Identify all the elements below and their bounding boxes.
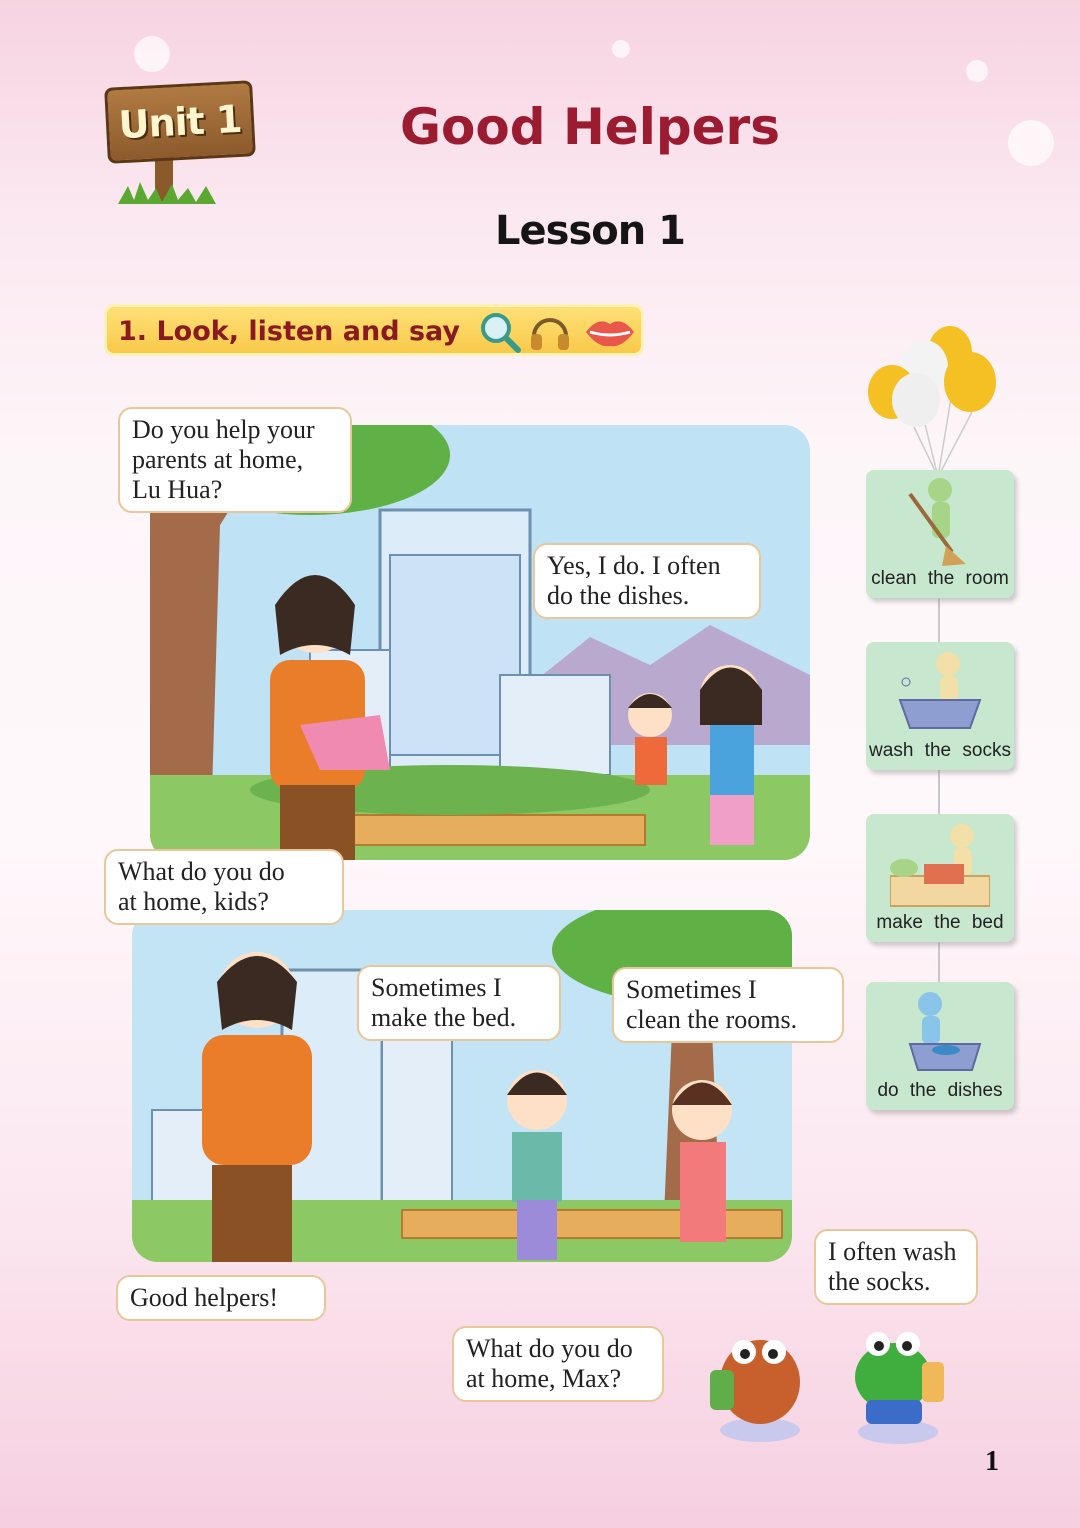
- speech-line: Sometimes I: [371, 973, 502, 1002]
- vocab-card-make-the-bed: [866, 814, 1014, 942]
- magnifier-icon: [478, 310, 522, 354]
- page-number: 1: [985, 1446, 999, 1477]
- vocab-label: clean the room: [871, 568, 1009, 589]
- lips-icon: [582, 310, 638, 354]
- dishes-icon: [890, 986, 990, 1078]
- speech-bubble-good-helpers: [116, 1275, 326, 1321]
- speech-bubble-boy: [357, 965, 561, 1041]
- speech-bubble-teacher-question: [118, 407, 352, 513]
- card-string: [938, 770, 940, 814]
- speech-bubble-girl-answer: [533, 543, 761, 619]
- speech-line: at home, Max?: [466, 1364, 622, 1393]
- speech-bubble-teacher-kids: [104, 849, 344, 925]
- vocab-label: make the bed: [876, 912, 1004, 933]
- vocab-label: do the dishes: [877, 1080, 1003, 1101]
- speech-line: at home, kids?: [118, 887, 269, 916]
- background-bubble: [966, 60, 988, 82]
- scene-illustration-talking: [132, 910, 792, 1262]
- card-string: [938, 598, 940, 642]
- speech-line: clean the rooms.: [626, 1005, 798, 1034]
- vocab-card-do-the-dishes: [866, 982, 1014, 1110]
- lesson-title: Lesson 1: [495, 208, 685, 254]
- speech-line: Sometimes I: [626, 975, 757, 1004]
- speech-bubble-frog-reply: [814, 1229, 978, 1305]
- instruction-label: 1. Look, listen and say: [118, 316, 461, 347]
- speech-line: the socks.: [828, 1267, 931, 1296]
- balloons-icon: [862, 322, 1002, 482]
- frog-character-icon: [838, 1322, 958, 1446]
- page-title: Good Helpers: [400, 98, 780, 156]
- speech-line: Yes, I do. I often: [547, 551, 721, 580]
- grass-icon: [118, 178, 216, 204]
- speech-bubble-max-question: [452, 1326, 664, 1402]
- washing-icon: [890, 646, 990, 738]
- speech-line: I often wash: [828, 1237, 957, 1266]
- speech-line: What do you do: [466, 1334, 633, 1363]
- unit-board: [104, 80, 256, 164]
- speech-line: What do you do: [118, 857, 285, 886]
- speech-bubble-girl-rooms: [612, 967, 844, 1043]
- speech-line: do the dishes.: [547, 581, 690, 610]
- vocab-card-wash-the-socks: [866, 642, 1014, 770]
- unit-label: Unit 1: [117, 96, 243, 148]
- headphones-icon: [528, 310, 572, 354]
- speech-line: make the bed.: [371, 1003, 517, 1032]
- bed-icon: [890, 818, 990, 910]
- vocab-card-clean-the-room: [866, 470, 1014, 598]
- instruction-bar: [104, 304, 644, 356]
- speech-line: Lu Hua?: [132, 475, 223, 504]
- vocab-label: wash the socks: [869, 740, 1011, 761]
- speech-line: Good helpers!: [130, 1283, 279, 1312]
- background-bubble: [1008, 120, 1054, 166]
- background-bubble: [612, 40, 630, 58]
- toad-character-icon: [700, 1322, 820, 1446]
- background-bubble: [134, 36, 170, 72]
- sweeping-icon: [890, 474, 990, 566]
- card-string: [938, 942, 940, 982]
- speech-line: Do you help your: [132, 415, 315, 444]
- speech-line: parents at home,: [132, 445, 304, 474]
